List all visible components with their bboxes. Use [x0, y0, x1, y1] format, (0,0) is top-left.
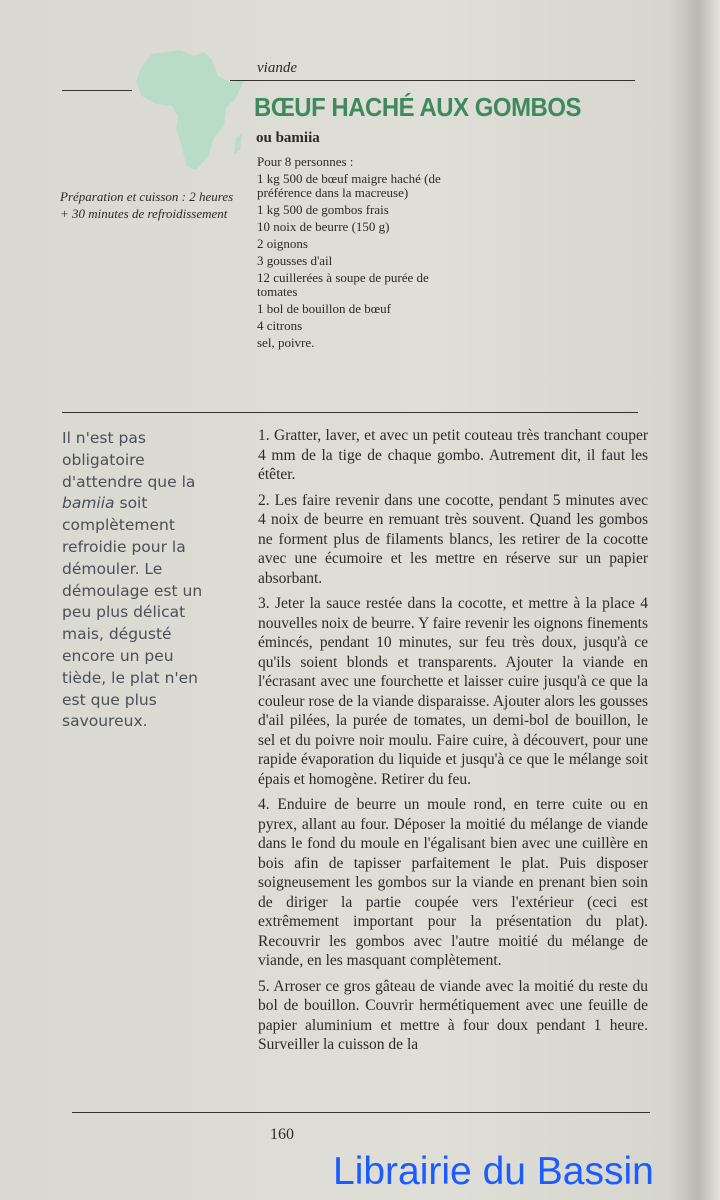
ingredient: 10 noix de beurre (150 g): [257, 219, 390, 234]
side-note-emphasis: bamiia: [62, 494, 115, 513]
side-note-text: soit complètement refroidie pour la démouler. Le démoulage est un peu plus délicat mais, dégusté encore un peu tiède, le plat n'en est que plus savoureux.: [62, 494, 203, 731]
ingredient: 4 citrons: [257, 318, 303, 333]
header-rule-right: [230, 80, 635, 81]
ingredient: 1 kg 500 de gombos frais: [257, 202, 389, 217]
ingredient: 12 cuillerées à soupe de purée de tomates: [257, 270, 429, 299]
recipe-steps: [258, 426, 648, 1061]
ingredient: sel, poivre.: [257, 335, 315, 350]
side-note: [62, 428, 222, 733]
page-number: 160: [270, 1126, 294, 1143]
recipe-title: BŒUF HACHÉ AUX GOMBOS: [254, 92, 582, 122]
step: 4. Enduire de beurre un moule rond, en terre cuite ou en pyrex, allant au four. Déposer la moitié du mélange de viande dans le fond du moule en l'égalisant bien avec une cuillère en bois afin de tapisser parfaitement le plat. Puis disposer soigneusement les gombos sur la viande en prenant bien soin de diriger la partie coupée vers l'extérieur (ceci est extrêmement important pour la présentation du plat). Recouvrir les gombos avec l'autre moitié du mélange de viande, en les masquant complètement.: [258, 796, 648, 969]
category-label: viande: [257, 60, 297, 76]
ingredient: 3 gousses d'ail: [257, 253, 333, 268]
ingredient: 1 kg 500 de bœuf maigre haché (de préférence dans la macreuse): [257, 171, 441, 200]
step: 2. Les faire revenir dans une cocotte, pendant 5 minutes avec 4 noix de beurre en remuant très souvent. Quand les gombos ne forment plus de filaments blancs, les retirer de la cocotte avec une écumoire et les mettre en réserve sur un papier absorbant.: [258, 491, 648, 587]
ingredients-list: [257, 155, 457, 353]
section-rule: [62, 412, 638, 413]
step: 1. Gratter, laver, et avec un petit couteau très tranchant couper 4 mm de la tige de chaque gombo. Autrement dit, il faut les étêter.: [258, 427, 648, 483]
ingredient: Pour 8 personnes :: [257, 154, 354, 169]
watermark: Librairie du Bassin: [333, 1150, 654, 1193]
step: 3. Jeter la sauce restée dans la cocotte, et mettre à la place 4 nouvelles noix de beurre. Y faire revenir les oignons finements émincés, pendant 10 minutes, sur feu très doux, jusqu'à ce qu'ils soient blonds et transparents. Ajouter la viande en l'écrasant avec une fourchette et laisser cuire jusqu'à ce que la couleur rose de la viande disparaisse. Ajouter alors les gousses d'ail pilées, la purée de tomates, un demi-bol de bouillon, le sel et du poivre noir moulu. Faire cuire, à découvert, pour une rapide évaporation du liquide et jusqu'à ce que le mélange soit épais et homogène. Retirer du feu.: [258, 595, 648, 788]
africa-map-icon: [132, 46, 247, 174]
footer-rule: [72, 1112, 650, 1113]
side-note-text: Il n'est pas obligatoire d'attendre que la: [62, 429, 196, 491]
preparation-time: Préparation et cuisson : 2 heures + 30 minutes de refroidissement: [60, 189, 234, 221]
step: 5. Arroser ce gros gâteau de viande avec la moitié du reste du bol de bouillon. Couvrir hermétiquement avec une feuille de papier aluminium et mettre à four doux pendant 1 heure. Surveiller la cuisson de la: [258, 977, 648, 1053]
ingredient: 2 oignons: [257, 236, 308, 251]
header-rule-left: [62, 90, 132, 91]
recipe-subtitle: ou bamiia: [256, 130, 320, 146]
ingredient: 1 bol de bouillon de bœuf: [257, 301, 391, 316]
